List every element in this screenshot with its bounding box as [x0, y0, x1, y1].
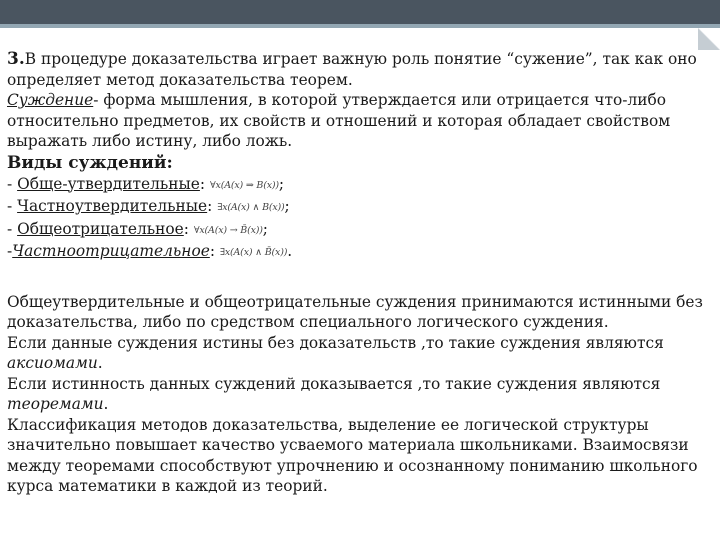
- slide-content: [7, 49, 712, 497]
- body-paragraph-1: Общеутвердительные и общеотрицательные суждения принимаются истинными без доказательства, либо по средством специального логического суждения.: [7, 292, 703, 331]
- type-formula: ∀x(A(x) → B̄(x)): [193, 224, 263, 236]
- body-paragraph-2: [7, 333, 712, 374]
- type-prefix: -: [7, 174, 18, 193]
- definition-text: - форма мышления, в которой утверждается или отрицается что-либо относительно предметов, их свойств и отношений и которая обладает свойством выражать либо истину, либо ложь.: [7, 91, 671, 150]
- type-label: Обще-утвердительные: [17, 174, 200, 193]
- body-end: .: [103, 395, 109, 413]
- type-label: Частноутвердительные: [17, 197, 208, 215]
- type-item-1: [7, 174, 712, 197]
- type-label: Общеотрицательное: [17, 219, 184, 238]
- type-label: Частноотрицательное: [12, 242, 210, 260]
- type-prefix: -: [7, 219, 18, 238]
- intro-paragraph: [7, 49, 712, 90]
- slide-top-bar: [0, 0, 720, 24]
- spacer: [7, 264, 712, 292]
- body-end: .: [97, 354, 103, 372]
- types-heading: Виды суждений:: [7, 152, 173, 173]
- type-formula: ∃x(A(x) ∧ B̄(x)): [219, 247, 288, 258]
- body-paragraph-3: [7, 374, 712, 415]
- type-sep: :: [207, 197, 218, 215]
- type-item-2: [7, 196, 712, 219]
- type-formula: ∀x(A(x) ⇒ B(x)): [210, 179, 279, 191]
- type-item-3: [7, 219, 712, 242]
- type-item-4: [7, 241, 712, 264]
- page-corner-fold: [698, 28, 720, 50]
- theorems-term: теоремами: [7, 395, 104, 413]
- item-number: 3.: [7, 49, 25, 69]
- slide-top-accent-line: [0, 24, 720, 28]
- type-prefix: -: [7, 197, 18, 215]
- definition-paragraph: [7, 90, 712, 152]
- axioms-term: аксиомами: [7, 354, 98, 372]
- type-sep: :: [199, 174, 210, 193]
- definition-term: Суждение: [7, 91, 94, 109]
- type-sep: :: [183, 219, 194, 238]
- body-paragraph-4: Классификация методов доказательства, выделение ее логической структуры значительно повышает качество усваемого материала школьниками. Взаимосвязи между теоремами способствуют упрочнению и осознанному пониманию школьного курса математики в каждой из теорий.: [7, 415, 698, 495]
- intro-text: В процедуре доказательства играет важную роль понятие “сужение”, так как оно определяет метод доказательства теорем.: [7, 50, 697, 89]
- type-prefix: -: [7, 242, 13, 260]
- type-end: .: [287, 242, 293, 260]
- type-end: ;: [284, 197, 290, 215]
- type-formula: ∃x(A(x) ∧ B(x)): [217, 202, 285, 213]
- body-text: Если данные суждения истины без доказательств ,то такие суждения являются: [7, 333, 664, 352]
- type-sep: :: [209, 242, 220, 260]
- type-end: ;: [278, 174, 285, 193]
- body-text: Если истинность данных суждений доказывается ,то такие суждения являются: [7, 374, 661, 393]
- type-end: ;: [262, 219, 268, 238]
